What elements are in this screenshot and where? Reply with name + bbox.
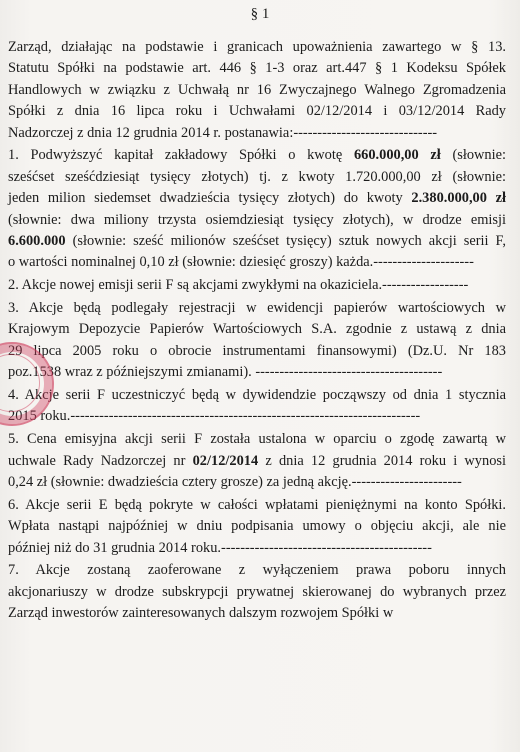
item-line: Krajowym Depozycie Papierów Wartościowych S.A. zgodnie z ustawą z dnia — [8, 321, 506, 338]
item-line: później niż do 31 grudnia 2014 roku.-------------------------------------------- — [8, 539, 432, 556]
item-line: 2. Akcje nowej emisji serii F są akcjami zwykłymi na okaziciela.------------------ — [8, 277, 469, 294]
resolution-item-5 — [8, 429, 506, 493]
item-line: 7. Akcje zostaną zaoferowane z wyłączeniem prawa poboru innych — [8, 562, 506, 579]
resolution-item-6 — [8, 495, 506, 559]
bold-amount: 2.380.000,00 zł — [411, 190, 506, 207]
item-line: 1. Podwyższyć kapitał zakładowy Spółki o kwotę 660.000,00 zł (słownie: — [8, 147, 507, 164]
bold-amount: 6.600.000 — [8, 233, 66, 250]
intro-line: Spółki z dnia 16 lipca roku i Uchwałami 02/12/2014 i 03/12/2014 Rady — [8, 103, 506, 120]
resolution-item-2 — [8, 275, 506, 296]
bold-amount: 660.000,00 zł — [353, 147, 441, 164]
section-heading: § 1 — [250, 6, 270, 22]
item-line: 0,24 zł (słownie: dwadzieścia cztery grosze) za jedną akcję.----------------------- — [8, 474, 462, 491]
item-line: 4. Akcje serii F uczestniczyć będą w dywidendzie począwszy od dnia 1 stycznia — [8, 387, 506, 404]
intro-line: Nadzorczej z dnia 12 grudnia 2014 r. postanawia:------------------------------ — [8, 124, 438, 141]
intro-line: Statutu Spółki na podstawie art. 446 § 1-3 oraz art.447 § 1 Kodeksu Spółek — [8, 60, 506, 77]
item-line: 3. Akcje będą podlegały rejestracji w ewidencji papierów wartościowych w — [8, 300, 506, 317]
resolution-item-4 — [8, 385, 506, 428]
item-line: akcjonariuszy w drodze subskrypcji prywatnej skierowanej do wybranych przez — [8, 583, 506, 600]
intro-line: Zarząd, działając na podstawie i granicach upoważnienia zawartego w § 13. — [8, 39, 506, 55]
resolution-items — [8, 145, 506, 624]
item-line: 6.600.000 (słownie: sześć milionów sześćset tysięcy) sztuk nowych akcji serii F, — [8, 233, 506, 250]
item-line: Zarząd inwestorów zainteresowanych dalszym rozwojem Spółki w — [8, 605, 394, 622]
item-line: 29 lipca 2005 roku o obrocie instrumentami finansowymi) (Dz.U. Nr 183 — [8, 342, 506, 359]
item-line: 5. Cena emisyjna akcji serii F została ustalona w oparciu o zgodę zawartą w — [8, 431, 506, 448]
item-line: jeden milion siedemset dwadzieścia tysięcy złotych) do kwoty 2.380.000,00 zł — [8, 190, 506, 207]
intro-paragraph — [8, 37, 506, 144]
bold-amount: 02/12/2014 — [192, 452, 259, 469]
intro-line: Handlowych w związku z Uchwałą nr 16 Zwyczajnego Walnego Zgromadzenia — [8, 81, 506, 98]
item-line: poz.1538 wraz z późniejszymi zmianami). --------------------------------------- — [8, 364, 443, 381]
item-line: 6. Akcje serii E będą pokryte w całości wpłatami pieniężnymi na konto Spółki. — [8, 496, 506, 513]
item-line: Wpłata nastąpi najpóźniej w dniu podpisania umowy o objęciu akcji, ale nie — [8, 518, 506, 535]
document-body — [8, 37, 506, 626]
item-line: (słownie: dwa miliony trzysta osiemdziesiąt tysięcy złotych), w drodze emisji — [8, 211, 506, 228]
resolution-item-1 — [8, 145, 506, 273]
item-line: uchwale Rady Nadzorczej nr 02/12/2014 z dnia 12 grudnia 2014 roku i wynosi — [8, 452, 506, 469]
resolution-item-3 — [8, 298, 506, 384]
item-line: 2015 roku.------------------------------------------------------------------------- — [8, 408, 421, 425]
item-line: sześćset sześćdziesiąt tysięcy złotych) tj. z kwoty 1.720.000,00 zł (słownie: — [8, 168, 506, 185]
resolution-item-7 — [8, 560, 506, 624]
item-line: o wartości nominalnej 0,10 zł (słownie: dziesięć groszy) każda.--------------------- — [8, 254, 474, 271]
